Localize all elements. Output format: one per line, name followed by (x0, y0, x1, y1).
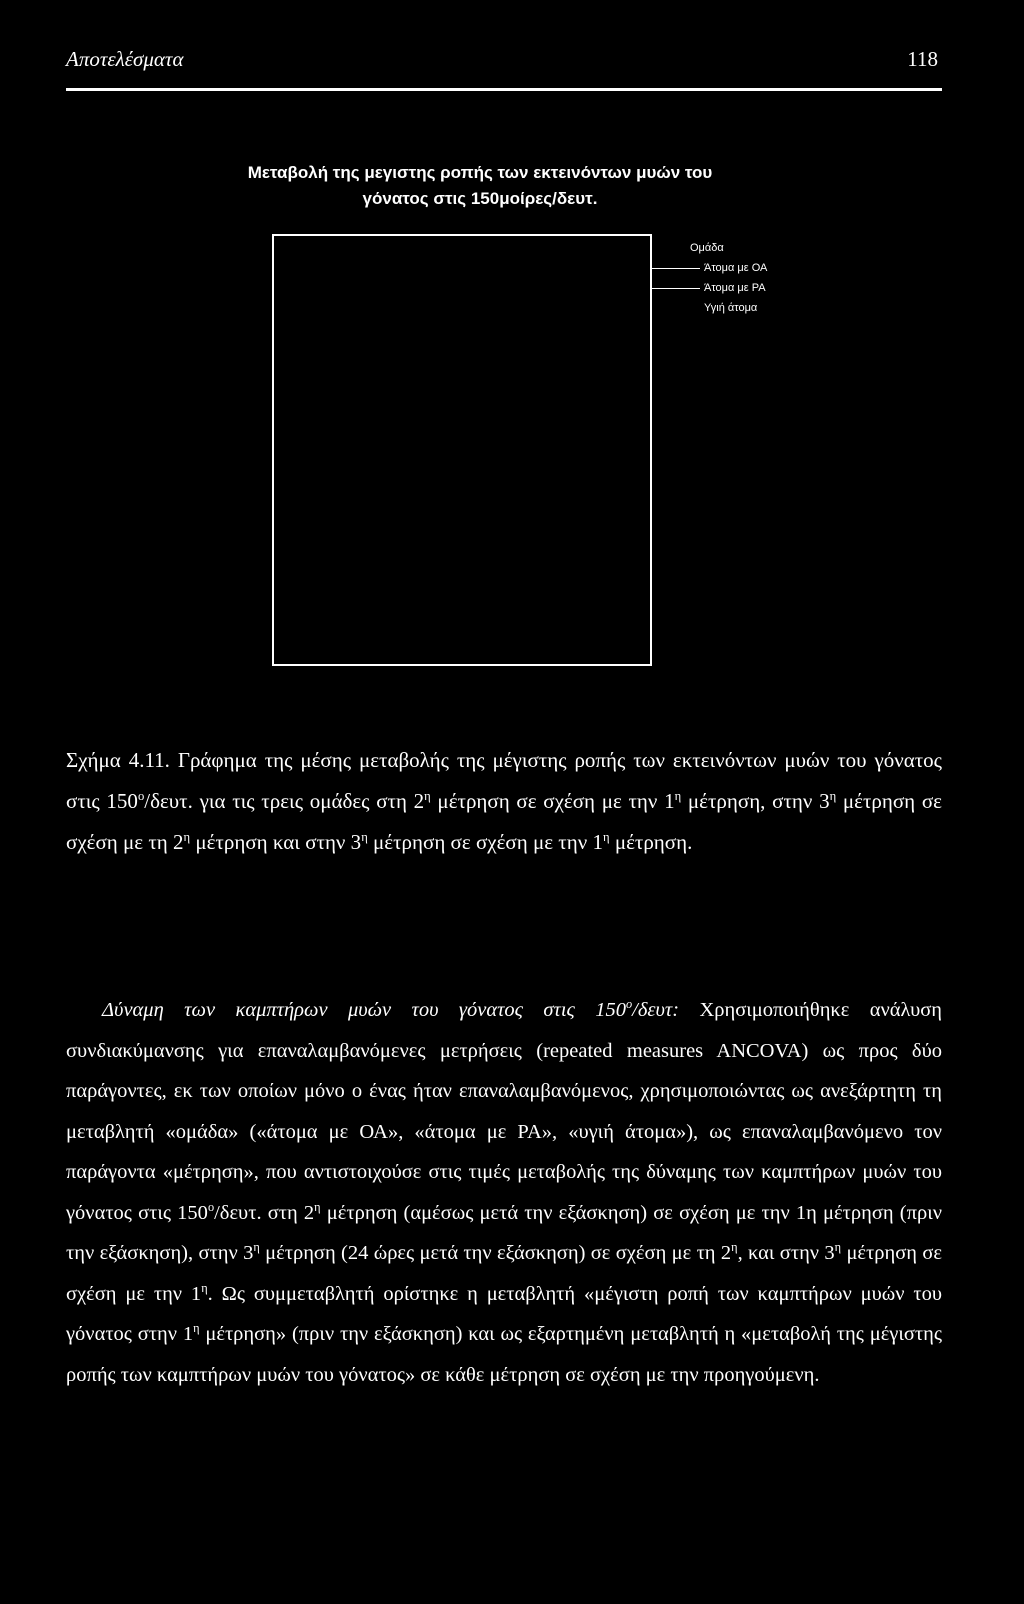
body-sup-3: η (731, 1240, 738, 1255)
page-number: 118 (907, 47, 938, 71)
body-sup-1: η (314, 1199, 321, 1214)
caption-run-7: μέτρηση σε σχέση με την 1 (367, 830, 603, 854)
figure-title-line-1: Μεταβολή της μεγιστης ροπής των εκτεινόντων μυών του (247, 163, 713, 182)
body-run-6: μέτρηση σε σχέση με την 1 (66, 1242, 942, 1305)
caption-run-5: μέτρηση σε σχέση με τη 2 (66, 789, 942, 854)
caption-run-8: μέτρηση. (609, 830, 693, 854)
caption-run-6: μέτρηση και στην 3 (190, 830, 362, 854)
body-sup-5: η (201, 1280, 208, 1295)
body-run-4: μέτρηση (24 ώρες μετά την εξάσκηση) σε σχέση με τη 2 (259, 1242, 732, 1264)
body-paragraph-text (66, 990, 942, 1395)
legend-label-oa: Άτομα με ΟΑ (704, 262, 768, 274)
caption-sup-3: η (829, 789, 837, 803)
running-header-section: Αποτελέσματα (66, 47, 184, 71)
italic-lead-text: Δύναμη των καμπτήρων μυών του γόνατος στις 150 (102, 999, 627, 1021)
body-sup-2: η (253, 1240, 260, 1255)
italic-tail-text: /δευτ: (632, 999, 680, 1021)
figure-caption-text (66, 740, 942, 863)
caption-sup-4: η (183, 830, 191, 844)
body-run-3: μέτρηση (αμέσως μετά την εξάσκηση) σε σχέση με την 1η μέτρηση (πριν την εξάσκηση), στην 3 (66, 1201, 942, 1264)
caption-sup-5: η (361, 830, 368, 844)
legend-item-healthy (704, 298, 757, 318)
caption-run-4: μέτρηση, στην 3 (681, 789, 830, 813)
body-run-8: μέτρηση» (πριν την εξάσκηση) και ως εξαρτημένη μεταβλητή η «μεταβολή της μέγιστης ροπής των καμπτήρων μυών του γόνατος» σε κάθε μέτρηση σε σχέση με την προηγούμενη. (66, 1323, 943, 1386)
caption-run-3: μέτρηση σε σχέση με την 1 (430, 789, 675, 813)
legend-label-ra: Άτομα με ΡΑ (704, 282, 766, 294)
body-run-1: Χρησιμοποιήθηκε ανάλυση συνδιακύμανσης για επαναλαμβανόμενες μετρήσεις (repeated measures ANCOVA) ως προς δύο παράγοντες, εκ των οποίων μόνο ο ένας ήταν επαναλαμβανόμενος, χρησιμοποιώντας ως ανεξάρτητη τη μεταβλητή «ομάδα» («άτομα με ΟΑ», «άτομα με ΡΑ», «υγιή άτομα»), ως επαναλαμβανόμενο τον παράγοντα «μέτρηση», που αντιστοιχούσε στις τιμές μεταβολής της δύναμης των καμπτήρων μυών του γόνατος στις 150 (66, 999, 942, 1224)
legend-item-ra (652, 278, 766, 298)
body-sup-4: η (834, 1240, 842, 1255)
body-run-7: . Ως συμμεταβλητή ορίστηκε η μεταβλητή «μέγιστη ροπή των καμπτήρων μυών του γόνατος στην 1 (66, 1282, 942, 1345)
legend-label-healthy: Υγιή άτομα (704, 302, 758, 314)
caption-sup-6: η (602, 830, 610, 844)
figure-caption (66, 740, 942, 863)
caption-run-1: Σχήμα 4.11. Γράφημα της μέσης μεταβολής της μέγιστης ροπής των εκτεινόντων μυών του γόνατος στις 150 (66, 748, 942, 813)
caption-sup-1: η (424, 789, 431, 803)
header-divider (66, 88, 942, 91)
body-paragraph (66, 990, 942, 1395)
caption-sup-2: η (674, 789, 682, 803)
legend-line-ra (652, 288, 700, 289)
figure-title (150, 160, 810, 212)
caption-run-2: /δευτ. για τις τρεις ομάδες στη 2 (144, 789, 425, 813)
legend-line-oa (652, 268, 700, 269)
paragraph-lead-italic (102, 999, 679, 1021)
caption-degree: ο (137, 789, 145, 803)
figure-title-line-2: γόνατος στις 150μοίρες/δευτ. (362, 189, 598, 208)
body-sup-6: η (193, 1321, 200, 1336)
legend-title: Ομάδα (690, 242, 724, 254)
legend-item-oa (652, 258, 767, 278)
body-run-5: , και στην 3 (737, 1242, 835, 1264)
italic-degree: ο (626, 997, 633, 1012)
chart-plot-area (272, 234, 652, 666)
body-run-2: /δευτ. στη 2 (214, 1201, 315, 1224)
body-degree: ο (207, 1199, 215, 1214)
